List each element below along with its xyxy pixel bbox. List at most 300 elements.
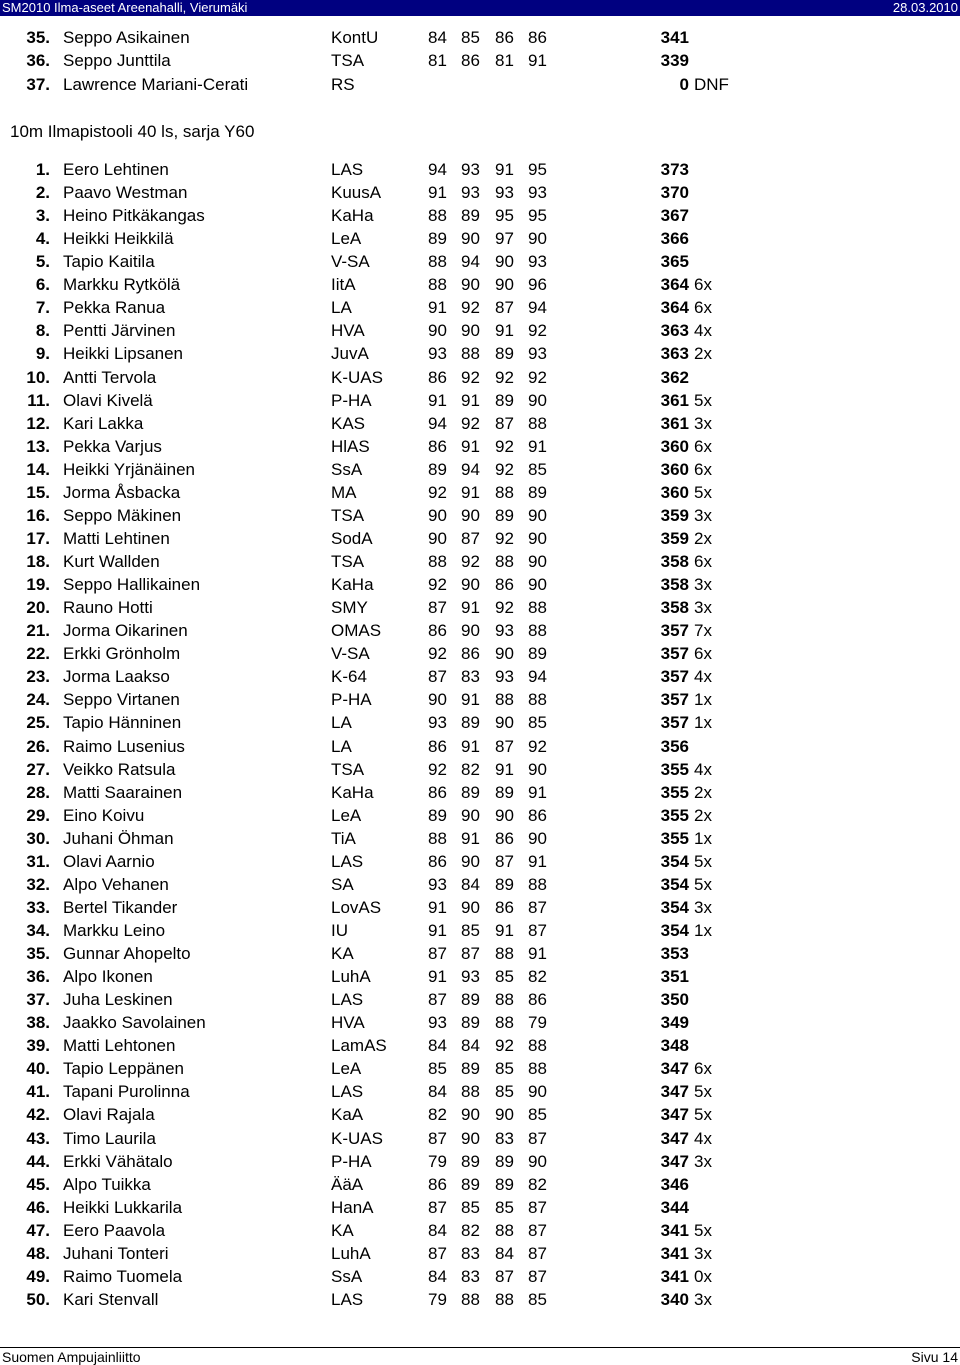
result-s4: 94	[528, 298, 547, 318]
result-total: 363	[660, 344, 689, 364]
result-club: SodA	[331, 528, 373, 548]
result-s2: 88	[461, 344, 480, 364]
result-s3: 91	[495, 321, 514, 341]
result-s3: 89	[495, 1151, 514, 1171]
result-name: Eino Koivu	[63, 805, 145, 825]
result-s3: 86	[495, 828, 514, 848]
result-s1: 86	[428, 782, 447, 802]
result-row	[0, 850, 960, 873]
result-rank: 25.	[26, 713, 50, 733]
result-club: LA	[331, 736, 352, 756]
result-s3: 88	[495, 552, 514, 572]
result-s3: 89	[495, 390, 514, 410]
result-extra: 5x	[694, 874, 712, 894]
result-s1: 82	[428, 1105, 447, 1125]
result-name: Olavi Kivelä	[63, 390, 153, 410]
result-s1: 93	[428, 1013, 447, 1033]
result-name: Jorma Oikarinen	[63, 621, 188, 641]
result-rank: 18.	[26, 552, 50, 572]
result-club: LA	[331, 298, 352, 318]
result-s4: 87	[528, 1243, 547, 1263]
result-s2: 90	[461, 897, 480, 917]
result-s2: 90	[461, 575, 480, 595]
result-total: 357	[660, 667, 689, 687]
result-extra: 6x	[694, 275, 712, 295]
result-rank: 6.	[35, 275, 50, 295]
result-extra: 5x	[694, 1220, 712, 1240]
result-s2: 88	[461, 1289, 480, 1309]
result-extra: 4x	[694, 321, 712, 341]
result-s2: 89	[461, 782, 480, 802]
result-name: Paavo Westman	[63, 183, 188, 203]
result-s4: 90	[528, 552, 547, 572]
result-club: KaHa	[331, 206, 374, 226]
result-rank: 14.	[26, 459, 50, 479]
result-total: 351	[660, 967, 689, 987]
result-extra: 1x	[694, 690, 712, 710]
result-rank: 43.	[26, 1128, 50, 1148]
result-s2: 83	[461, 667, 480, 687]
result-s1: 92	[428, 759, 447, 779]
result-s3: 81	[495, 51, 514, 71]
result-s1: 88	[428, 828, 447, 848]
result-name: Erkki Grönholm	[63, 644, 181, 664]
result-total: 357	[660, 621, 689, 641]
result-club: LAS	[331, 1082, 364, 1102]
result-row	[0, 688, 960, 711]
result-row	[0, 227, 960, 250]
result-s3: 93	[495, 183, 514, 203]
result-s1: 87	[428, 944, 447, 964]
result-s1: 87	[428, 598, 447, 618]
result-s4: 85	[528, 713, 547, 733]
result-total: 358	[660, 552, 689, 572]
result-extra: 5x	[694, 1105, 712, 1125]
result-total: 358	[660, 575, 689, 595]
result-club: LovAS	[331, 897, 382, 917]
result-row	[0, 665, 960, 688]
result-s2: 86	[461, 644, 480, 664]
result-s1: 94	[428, 413, 447, 433]
result-s2: 91	[461, 736, 480, 756]
result-row	[0, 942, 960, 965]
result-name: Matti Lehtinen	[63, 528, 170, 548]
result-s3: 92	[495, 1036, 514, 1056]
result-club: LAS	[331, 1289, 364, 1309]
result-s4: 87	[528, 920, 547, 940]
result-total: 361	[660, 390, 689, 410]
result-extra: 1x	[694, 920, 712, 940]
result-s4: 91	[528, 436, 547, 456]
result-s1: 88	[428, 206, 447, 226]
result-club: TSA	[331, 51, 365, 71]
result-s2: 90	[461, 229, 480, 249]
result-row	[0, 504, 960, 527]
result-s2: 90	[461, 621, 480, 641]
result-row	[0, 711, 960, 734]
result-row	[0, 596, 960, 619]
result-total: 355	[660, 828, 689, 848]
result-name: Alpo Tuikka	[63, 1174, 151, 1194]
result-total: 358	[660, 598, 689, 618]
result-total: 359	[660, 505, 689, 525]
result-total: 355	[660, 805, 689, 825]
result-total: 341	[660, 28, 689, 47]
result-total: 341	[660, 1243, 689, 1263]
result-s3: 92	[495, 598, 514, 618]
result-s3: 87	[495, 413, 514, 433]
result-club: SsA	[331, 1266, 363, 1286]
result-rank: 20.	[26, 598, 50, 618]
result-s1: 90	[428, 505, 447, 525]
result-total: 362	[660, 367, 689, 387]
result-s1: 93	[428, 713, 447, 733]
result-s2: 84	[461, 874, 480, 894]
result-name: Olavi Rajala	[63, 1105, 155, 1125]
result-club: LA	[331, 713, 352, 733]
result-name: Juhani Öhman	[63, 828, 174, 848]
result-s3: 83	[495, 1128, 514, 1148]
result-s3: 88	[495, 1013, 514, 1033]
result-s4: 91	[528, 782, 547, 802]
result-s1: 94	[428, 160, 447, 179]
result-row	[0, 1288, 960, 1311]
result-s4: 93	[528, 183, 547, 203]
result-name: Pekka Ranua	[63, 298, 166, 318]
result-extra: 3x	[694, 1151, 712, 1171]
result-s1: 88	[428, 252, 447, 272]
result-club: HanA	[331, 1197, 374, 1217]
result-s2: 93	[461, 160, 480, 179]
result-s1: 90	[428, 690, 447, 710]
result-s4: 90	[528, 229, 547, 249]
result-s4: 91	[528, 51, 547, 71]
result-extra: 2x	[694, 782, 712, 802]
result-s2: 87	[461, 944, 480, 964]
result-s4: 90	[528, 1151, 547, 1171]
result-total: 349	[660, 1013, 689, 1033]
result-rank: 48.	[26, 1243, 50, 1263]
result-extra: 3x	[694, 575, 712, 595]
result-s2: 90	[461, 275, 480, 295]
result-extra: 1x	[694, 828, 712, 848]
result-extra: 2x	[694, 528, 712, 548]
result-s1: 87	[428, 1197, 447, 1217]
result-s2: 92	[461, 413, 480, 433]
result-s4: 96	[528, 275, 547, 295]
result-rank: 30.	[26, 828, 50, 848]
result-s4: 92	[528, 321, 547, 341]
result-total: 341	[660, 1266, 689, 1286]
result-club: TiA	[331, 828, 356, 848]
result-s4: 90	[528, 1082, 547, 1102]
result-name: Jorma Åsbacka	[63, 482, 181, 502]
result-row	[0, 1034, 960, 1057]
result-s2: 94	[461, 459, 480, 479]
result-name: Tapani Purolinna	[63, 1082, 190, 1102]
result-row	[0, 758, 960, 781]
result-s4: 89	[528, 482, 547, 502]
result-extra: 3x	[694, 598, 712, 618]
result-s3: 91	[495, 759, 514, 779]
result-name: Juhani Tonteri	[63, 1243, 169, 1263]
result-total: 350	[660, 990, 689, 1010]
result-s4: 88	[528, 1059, 547, 1079]
result-extra: DNF	[694, 74, 729, 94]
result-rank: 3.	[35, 206, 50, 226]
result-name: Heikki Lipsanen	[63, 344, 184, 364]
result-s1: 89	[428, 459, 447, 479]
competition-title: SM2010 Ilma-aseet Areenahalli, Vierumäki	[2, 0, 248, 15]
result-extra: 3x	[694, 413, 712, 433]
result-s2: 85	[461, 1197, 480, 1217]
result-s4: 90	[528, 828, 547, 848]
result-club: JuvA	[331, 344, 369, 364]
result-row	[0, 273, 960, 296]
result-s4: 93	[528, 344, 547, 364]
result-s3: 93	[495, 621, 514, 641]
result-s3: 97	[495, 229, 514, 249]
result-s1: 91	[428, 897, 447, 917]
result-extra: 6x	[694, 552, 712, 572]
result-extra: 0x	[694, 1266, 712, 1286]
result-extra: 6x	[694, 459, 712, 479]
result-rank: 17.	[26, 528, 50, 548]
result-s3: 92	[495, 528, 514, 548]
result-rank: 35.	[26, 944, 50, 964]
result-club: KaA	[331, 1105, 364, 1125]
result-row	[0, 527, 960, 550]
result-s1: 81	[428, 51, 447, 71]
result-total: 347	[660, 1082, 689, 1102]
result-club: LeA	[331, 1059, 362, 1079]
result-name: Juha Leskinen	[63, 990, 173, 1010]
result-rank: 36.	[26, 51, 50, 71]
page-header-bar	[0, 0, 960, 16]
result-s4: 95	[528, 206, 547, 226]
result-s3: 88	[495, 944, 514, 964]
result-s3: 92	[495, 459, 514, 479]
result-name: Gunnar Ahopelto	[63, 944, 191, 964]
result-s4: 88	[528, 690, 547, 710]
result-s4: 90	[528, 390, 547, 410]
result-s1: 91	[428, 183, 447, 203]
result-club: KuusA	[331, 183, 382, 203]
result-s2: 89	[461, 713, 480, 733]
result-s2: 92	[461, 367, 480, 387]
result-s1: 91	[428, 967, 447, 987]
result-s4: 79	[528, 1013, 547, 1033]
result-s1: 90	[428, 321, 447, 341]
result-s4: 87	[528, 1128, 547, 1148]
result-rank: 29.	[26, 805, 50, 825]
result-extra: 3x	[694, 1243, 712, 1263]
result-s1: 92	[428, 575, 447, 595]
result-s4: 82	[528, 1174, 547, 1194]
result-total: 364	[660, 298, 689, 318]
result-rank: 4.	[35, 229, 50, 249]
result-name: Heikki Lukkarila	[63, 1197, 183, 1217]
result-rank: 42.	[26, 1105, 50, 1125]
result-s1: 91	[428, 390, 447, 410]
result-row	[0, 550, 960, 573]
result-rank: 26.	[26, 736, 50, 756]
result-s3: 87	[495, 1266, 514, 1286]
result-s2: 89	[461, 1174, 480, 1194]
result-club: SA	[331, 874, 354, 894]
result-s3: 90	[495, 1105, 514, 1125]
result-total: 365	[660, 252, 689, 272]
result-s1: 86	[428, 436, 447, 456]
result-club: KAS	[331, 413, 366, 433]
result-total: 355	[660, 759, 689, 779]
result-row	[0, 1173, 960, 1196]
result-row	[0, 1011, 960, 1034]
result-row	[0, 435, 960, 458]
result-row	[0, 1219, 960, 1242]
result-rank: 34.	[26, 920, 50, 940]
result-total: 370	[660, 183, 689, 203]
result-s3: 88	[495, 690, 514, 710]
result-name: Kari Lakka	[63, 413, 144, 433]
result-s2: 93	[461, 967, 480, 987]
result-s3: 90	[495, 713, 514, 733]
result-rank: 49.	[26, 1266, 50, 1286]
result-s2: 89	[461, 1151, 480, 1171]
section-title: 10m Ilmapistooli 40 ls, sarja Y60	[10, 122, 255, 141]
result-name: Tapio Kaitila	[63, 252, 155, 272]
result-row	[0, 896, 960, 919]
result-rank: 1.	[35, 160, 50, 179]
result-s2: 90	[461, 1128, 480, 1148]
result-s3: 91	[495, 160, 514, 179]
result-name: Markku Rytkölä	[63, 275, 181, 295]
result-row	[0, 804, 960, 827]
result-extra: 5x	[694, 851, 712, 871]
footer-organization: Suomen Ampujainliitto	[2, 1349, 141, 1365]
result-row	[0, 642, 960, 665]
result-s3: 92	[495, 436, 514, 456]
result-total: 355	[660, 782, 689, 802]
result-s2: 86	[461, 51, 480, 71]
result-row	[0, 1265, 960, 1288]
result-club: P-HA	[331, 690, 372, 710]
result-s3: 88	[495, 1289, 514, 1309]
result-extra: 4x	[694, 759, 712, 779]
result-s2: 90	[461, 851, 480, 871]
result-s1: 89	[428, 229, 447, 249]
result-s2: 91	[461, 390, 480, 410]
result-s1: 86	[428, 736, 447, 756]
result-s1: 93	[428, 344, 447, 364]
result-extra: 3x	[694, 1289, 712, 1309]
result-s3: 88	[495, 990, 514, 1010]
result-name: Seppo Asikainen	[63, 28, 190, 47]
result-s3: 89	[495, 874, 514, 894]
result-extra: 7x	[694, 621, 712, 641]
result-s2: 83	[461, 1243, 480, 1263]
result-row	[0, 781, 960, 804]
result-s3: 85	[495, 967, 514, 987]
result-club: OMAS	[331, 621, 382, 641]
result-s4: 91	[528, 851, 547, 871]
result-s4: 86	[528, 805, 547, 825]
result-rank: 41.	[26, 1082, 50, 1102]
result-s4: 86	[528, 28, 547, 47]
result-total: 340	[660, 1289, 689, 1309]
result-total: 356	[660, 736, 689, 756]
result-s1: 90	[428, 528, 447, 548]
result-name: Veikko Ratsula	[63, 759, 176, 779]
result-s4: 88	[528, 598, 547, 618]
result-rank: 23.	[26, 667, 50, 687]
result-row	[0, 1150, 960, 1173]
result-s2: 91	[461, 482, 480, 502]
result-name: Matti Saarainen	[63, 782, 183, 802]
result-row	[0, 366, 960, 389]
result-s2: 84	[461, 1036, 480, 1056]
result-club: KontU	[331, 28, 379, 47]
result-extra: 3x	[694, 897, 712, 917]
result-club: LamAS	[331, 1036, 387, 1056]
result-row	[0, 1127, 960, 1150]
result-row	[0, 412, 960, 435]
result-club: KaHa	[331, 575, 374, 595]
result-rank: 38.	[26, 1013, 50, 1033]
result-s4: 87	[528, 1266, 547, 1286]
result-name: Eero Lehtinen	[63, 160, 169, 179]
result-rank: 50.	[26, 1289, 50, 1309]
result-club: ÄäA	[331, 1174, 364, 1194]
result-s1: 91	[428, 920, 447, 940]
result-name: Lawrence Mariani-Cerati	[63, 74, 249, 94]
result-rank: 15.	[26, 482, 50, 502]
result-extra: 6x	[694, 1059, 712, 1079]
result-s3: 86	[495, 575, 514, 595]
result-total: 347	[660, 1059, 689, 1079]
result-rank: 39.	[26, 1036, 50, 1056]
result-club: LuhA	[331, 967, 371, 987]
result-row	[0, 73, 960, 96]
result-s4: 95	[528, 160, 547, 179]
result-s3: 89	[495, 344, 514, 364]
result-s4: 87	[528, 1220, 547, 1240]
result-row	[0, 250, 960, 273]
result-club: KaHa	[331, 782, 374, 802]
result-total: 339	[660, 51, 689, 71]
result-extra: 6x	[694, 436, 712, 456]
result-row	[0, 204, 960, 227]
result-row	[0, 827, 960, 850]
result-extra: 2x	[694, 344, 712, 364]
result-s3: 85	[495, 1197, 514, 1217]
result-extra: 4x	[694, 667, 712, 687]
result-name: Heikki Heikkilä	[63, 229, 174, 249]
result-s1: 79	[428, 1289, 447, 1309]
footer-divider	[0, 1347, 960, 1348]
result-row	[0, 1103, 960, 1126]
result-extra: 2x	[694, 805, 712, 825]
result-total: 361	[660, 413, 689, 433]
result-extra: 4x	[694, 1128, 712, 1148]
result-s1: 87	[428, 667, 447, 687]
result-club: HlAS	[331, 436, 370, 456]
result-club: K-UAS	[331, 367, 383, 387]
result-s1: 86	[428, 621, 447, 641]
result-s2: 92	[461, 552, 480, 572]
result-name: Erkki Vähätalo	[63, 1151, 173, 1171]
result-s1: 87	[428, 1243, 447, 1263]
